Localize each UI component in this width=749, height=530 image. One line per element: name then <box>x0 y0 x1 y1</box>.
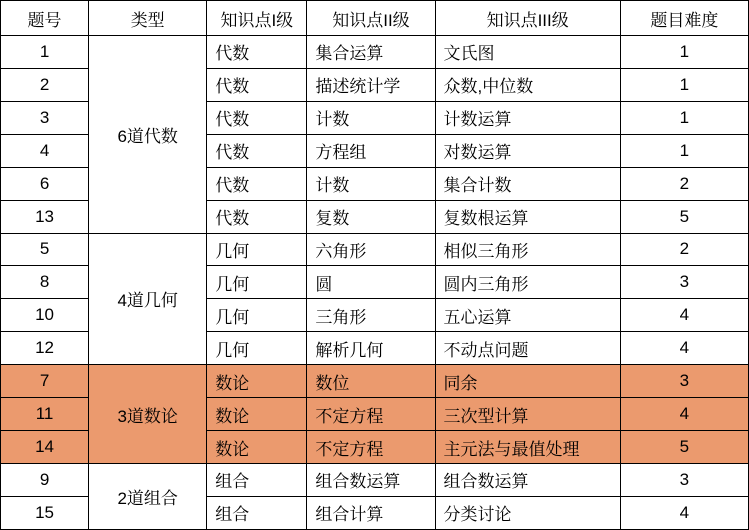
cell-level3: 不动点问题 <box>435 332 620 365</box>
cell-question-number: 15 <box>1 496 89 529</box>
cell-level3: 圆内三角形 <box>435 266 620 299</box>
cell-level3: 对数运算 <box>435 134 620 167</box>
cell-question-number: 12 <box>1 332 89 365</box>
cell-question-number: 11 <box>1 398 89 431</box>
cell-question-number: 3 <box>1 101 89 134</box>
cell-level3: 五心运算 <box>435 299 620 332</box>
cell-type-group: 4道几何 <box>89 233 207 365</box>
cell-level2: 三角形 <box>307 299 435 332</box>
header-difficulty: 题目难度 <box>620 1 748 36</box>
cell-question-number: 7 <box>1 365 89 398</box>
header-type: 类型 <box>89 1 207 36</box>
header-row <box>1 1 749 36</box>
cell-level1: 几何 <box>207 299 307 332</box>
cell-difficulty: 2 <box>620 167 748 200</box>
cell-level1: 代数 <box>207 101 307 134</box>
cell-level3: 组合数运算 <box>435 463 620 496</box>
table-row <box>1 36 749 69</box>
cell-level1: 几何 <box>207 332 307 365</box>
cell-level1: 代数 <box>207 167 307 200</box>
cell-level1: 代数 <box>207 200 307 233</box>
cell-question-number: 10 <box>1 299 89 332</box>
cell-type-group: 6道代数 <box>89 36 207 234</box>
cell-level2: 方程组 <box>307 134 435 167</box>
cell-level1: 数论 <box>207 431 307 464</box>
cell-level1: 数论 <box>207 398 307 431</box>
cell-level1: 组合 <box>207 496 307 529</box>
cell-level2: 复数 <box>307 200 435 233</box>
cell-question-number: 9 <box>1 463 89 496</box>
cell-question-number: 6 <box>1 167 89 200</box>
cell-level1: 代数 <box>207 68 307 101</box>
cell-level3: 主元法与最值处理 <box>435 431 620 464</box>
cell-difficulty: 4 <box>620 398 748 431</box>
cell-difficulty: 5 <box>620 200 748 233</box>
header-level1: 知识点I级 <box>207 1 307 36</box>
cell-difficulty: 3 <box>620 266 748 299</box>
cell-level1: 组合 <box>207 463 307 496</box>
cell-level2: 集合运算 <box>307 36 435 69</box>
cell-difficulty: 3 <box>620 365 748 398</box>
cell-type-group: 3道数论 <box>89 365 207 464</box>
cell-level3: 同余 <box>435 365 620 398</box>
cell-question-number: 5 <box>1 233 89 266</box>
cell-difficulty: 1 <box>620 36 748 69</box>
cell-level2: 数位 <box>307 365 435 398</box>
header-question-number: 题号 <box>1 1 89 36</box>
cell-level1: 代数 <box>207 134 307 167</box>
cell-level3: 相似三角形 <box>435 233 620 266</box>
cell-question-number: 4 <box>1 134 89 167</box>
cell-level1: 几何 <box>207 233 307 266</box>
table-body <box>1 36 749 530</box>
cell-difficulty: 4 <box>620 299 748 332</box>
cell-level3: 文氏图 <box>435 36 620 69</box>
cell-difficulty: 4 <box>620 332 748 365</box>
cell-question-number: 13 <box>1 200 89 233</box>
cell-level1: 数论 <box>207 365 307 398</box>
cell-level2: 组合计算 <box>307 496 435 529</box>
cell-level3: 复数根运算 <box>435 200 620 233</box>
cell-difficulty: 5 <box>620 431 748 464</box>
table-row <box>1 233 749 266</box>
cell-difficulty: 1 <box>620 134 748 167</box>
cell-level3: 计数运算 <box>435 101 620 134</box>
cell-question-number: 8 <box>1 266 89 299</box>
table-row <box>1 463 749 496</box>
cell-difficulty: 1 <box>620 101 748 134</box>
cell-level3: 集合计数 <box>435 167 620 200</box>
cell-type-group: 2道组合 <box>89 463 207 529</box>
cell-level2: 计数 <box>307 167 435 200</box>
cell-question-number: 14 <box>1 431 89 464</box>
cell-question-number: 2 <box>1 68 89 101</box>
cell-difficulty: 3 <box>620 463 748 496</box>
cell-difficulty: 4 <box>620 496 748 529</box>
cell-level3: 众数,中位数 <box>435 68 620 101</box>
cell-level2: 组合数运算 <box>307 463 435 496</box>
cell-level2: 描述统计学 <box>307 68 435 101</box>
header-level3: 知识点III级 <box>435 1 620 36</box>
cell-level2: 圆 <box>307 266 435 299</box>
cell-level3: 三次型计算 <box>435 398 620 431</box>
cell-level3: 分类讨论 <box>435 496 620 529</box>
cell-question-number: 1 <box>1 36 89 69</box>
cell-difficulty: 1 <box>620 68 748 101</box>
table-row <box>1 365 749 398</box>
cell-level1: 代数 <box>207 36 307 69</box>
cell-level2: 不定方程 <box>307 431 435 464</box>
cell-difficulty: 2 <box>620 233 748 266</box>
cell-level2: 解析几何 <box>307 332 435 365</box>
cell-level2: 六角形 <box>307 233 435 266</box>
table-header <box>1 1 749 36</box>
cell-level1: 几何 <box>207 266 307 299</box>
cell-level2: 不定方程 <box>307 398 435 431</box>
header-level2: 知识点II级 <box>307 1 435 36</box>
cell-level2: 计数 <box>307 101 435 134</box>
